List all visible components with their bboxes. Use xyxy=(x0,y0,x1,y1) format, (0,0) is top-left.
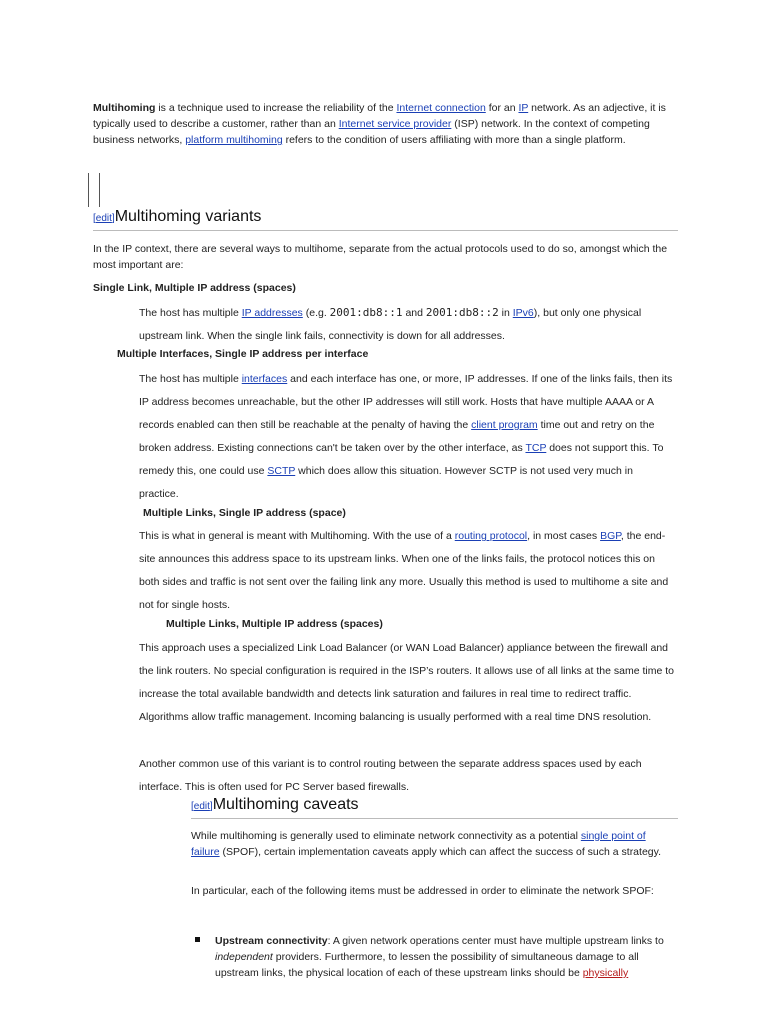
link-ip-addresses[interactable]: IP addresses xyxy=(241,307,303,319)
multi-links-single-heading: Multiple Links, Single IP address (space) xyxy=(143,507,346,519)
link-routing-protocol[interactable]: routing protocol xyxy=(454,530,528,542)
variants-heading: [edit]Multihoming variants xyxy=(93,208,262,225)
multi-links-multi-text: This approach uses a specialized Link Load Balancer (or WAN Load Balancer) appliance between the firewall and the link routers. No special configuration is required in the ISP’s routers. It allows use of all links at the same time to increase the total available bandwidth and detects link saturation and failures in real time to redirect traffic. Algorithms allow traffic management. Incoming balancing is usually performed with a real time DNS resolution. xyxy=(139,642,674,723)
link-sctp[interactable]: SCTP xyxy=(267,465,296,477)
ipv6-example-2: 2001:db8::2 xyxy=(425,306,499,319)
intro-term: Multihoming xyxy=(93,102,156,114)
bullet-term: Upstream connectivity xyxy=(215,935,328,947)
bullet-upstream-connectivity: Upstream connectivity: A given network operations center must have multiple upstream links to independent providers. Furthermore, to lessen the possibility of simultaneous damage to all upstream links, the physical location of each of these upstream links should be physically xyxy=(215,935,664,979)
intro-paragraph: Multihoming is a technique used to increase the reliability of the Internet connection for an IP network. As an adjective, it is typically used to describe a customer, rather than an Internet service provider (ISP) network. In the context of competing business networks, platform multihoming refers to the condition of users affiliating with more than a single platform. xyxy=(93,102,666,146)
caveats-edit-link[interactable]: edit xyxy=(193,801,210,812)
cursor-mark xyxy=(88,173,100,207)
link-internet-connection[interactable]: Internet connection xyxy=(396,102,486,114)
link-ipv6[interactable]: IPv6 xyxy=(512,307,534,319)
ipv6-example-1: 2001:db8::1 xyxy=(329,306,403,319)
variants-title: Multihoming variants xyxy=(114,208,262,225)
caveats-paragraph-1: While multihoming is generally used to eliminate network connectivity as a potential single point of failure (SPOF), certain implementation caveats apply which can affect the success of such a strategy. xyxy=(191,830,662,858)
bullet-square-icon xyxy=(195,937,200,942)
multi-interfaces-heading: Multiple Interfaces, Single IP address per interface xyxy=(117,348,369,360)
link-ip[interactable]: IP xyxy=(518,102,529,114)
link-physically[interactable]: physically xyxy=(582,967,629,979)
caveats-heading-rule xyxy=(191,818,678,819)
link-client-program[interactable]: client program xyxy=(471,419,538,431)
link-platform-multihoming[interactable]: platform multihoming xyxy=(185,134,283,146)
link-tcp[interactable]: TCP xyxy=(525,442,547,454)
variants-edit-link[interactable]: edit xyxy=(95,213,112,224)
link-bgp[interactable]: BGP xyxy=(600,530,621,542)
multi-interfaces-text: The host has multiple interfaces and each interface has one, or more, IP addresses. If one of the links fails, then its IP address becomes unreachable, but the other IP addresses will still work. Hosts that have multiple AAAA or A records enabled can then still be reachable at the penalty of having the client program time out and retry on the broken address. Existing connections can't be taken over by the other interface, as TCP does not support this. To remedy this, one could use SCTP which does allow this situation. However SCTP is not used very much in practice. xyxy=(139,373,673,500)
caveats-title: Multihoming caveats xyxy=(212,796,359,813)
multi-links-multi-text-2: Another common use of this variant is to control routing between the separate address spaces used by each interface. This is often used for PC Server based firewalls. xyxy=(139,758,642,793)
single-link-text: The host has multiple IP addresses (e.g. 2001:db8::1 and 2001:db8::2 in IPv6), but only one physical upstream link. When the single link fails, connectivity is down for all addresses. xyxy=(139,306,642,342)
variants-intro: In the IP context, there are several ways to multihome, separate from the actual protocols used to do so, amongst which the most important are: xyxy=(93,243,668,271)
link-isp[interactable]: Internet service provider xyxy=(338,118,452,130)
variants-heading-rule xyxy=(93,230,678,231)
caveats-heading: [edit]Multihoming caveats xyxy=(191,796,359,813)
single-link-heading: Single Link, Multiple IP address (spaces) xyxy=(93,282,296,294)
multi-links-multi-heading: Multiple Links, Multiple IP address (spaces) xyxy=(166,618,383,630)
caveats-paragraph-2: In particular, each of the following items must be addressed in order to eliminate the network SPOF: xyxy=(191,885,654,897)
link-interfaces[interactable]: interfaces xyxy=(241,373,288,385)
link-single-point-of-failure[interactable]: single point of failure xyxy=(191,830,646,858)
multi-links-single-text: This is what in general is meant with Multihoming. With the use of a routing protocol, in most cases BGP, the end-site announces this address space to its upstream links. When one of the links fails, the protocol notices this on both sides and traffic is not sent over the failing link any more. Usually this method is used to multihome a site and not for single hosts. xyxy=(139,530,669,611)
